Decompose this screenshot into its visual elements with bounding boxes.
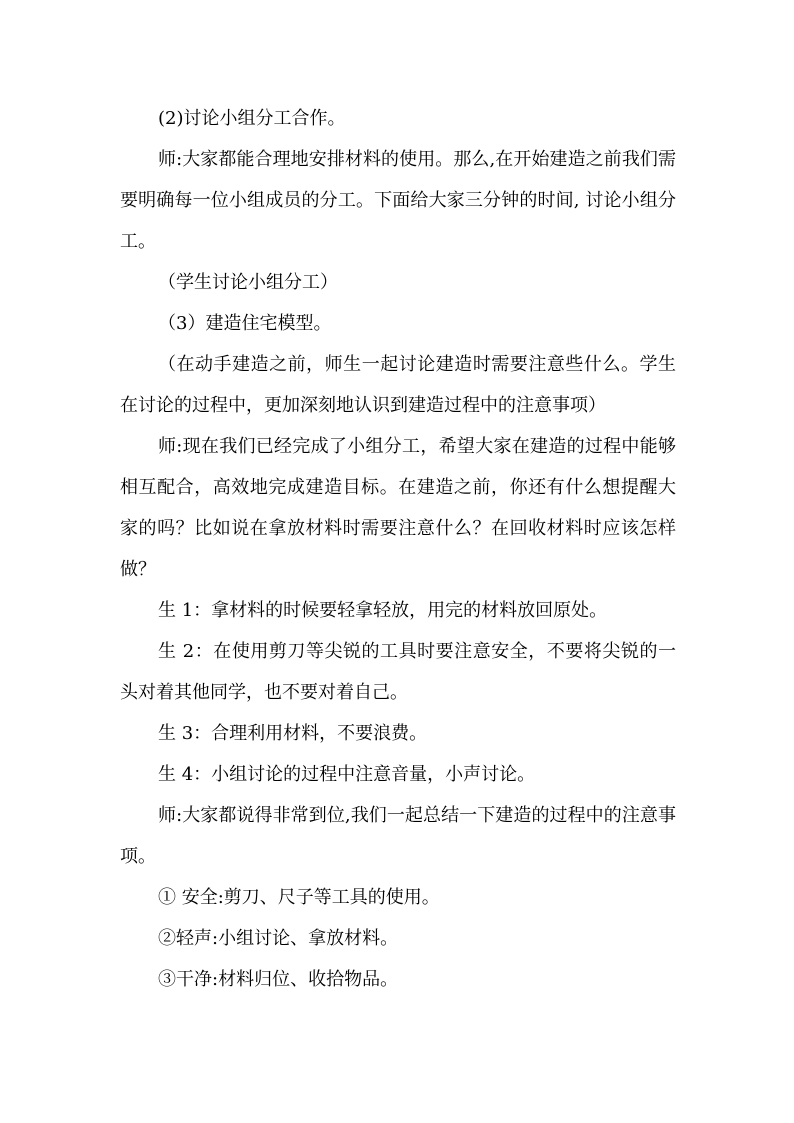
paragraph-student-3: 生 3：合理利用材料，不要浪费。 xyxy=(158,723,428,744)
paragraph-student-discussion: （学生讨论小组分工） xyxy=(158,272,338,293)
paragraph-teacher-reminder: 师:现在我们已经完成了小组分工，希望大家在建造的过程中能够相互配合，高效地完成建造目标。在建造之前，你还有什么想提醒大家的吗？比如说在拿放材料时需要注意什么？在回收材料时应该怎样做？ xyxy=(120,436,676,580)
paragraph-build-notes: （在动手建造之前，师生一起讨论建造时需要注意些什么。学生在讨论的过程中，更加深刻地认识到建造过程中的注意事项） xyxy=(120,354,676,416)
paragraph-build-model-heading: （3）建造住宅模型。 xyxy=(158,313,332,334)
paragraph-student-4: 生 4：小组讨论的过程中注意音量，小声讨论。 xyxy=(158,764,536,785)
paragraph-group-discussion-heading: (2)讨论小组分工合作。 xyxy=(158,108,346,129)
paragraph-teacher-division: 师:大家都能合理地安排材料的使用。那么,在开始建造之前我们需要明确每一位小组成员的分工。下面给大家三分钟的时间, 讨论小组分工。 xyxy=(120,149,676,252)
paragraph-student-1: 生 1：拿材料的时候要轻拿轻放，用完的材料放回原处。 xyxy=(158,600,608,621)
document-body xyxy=(120,98,676,1000)
paragraph-note-clean: ③干净:材料归位、收拾物品。 xyxy=(158,969,399,990)
paragraph-note-safety: ① 安全:剪刀、尺子等工具的使用。 xyxy=(158,887,440,908)
paragraph-student-2: 生 2：在使用剪刀等尖锐的工具时要注意安全，不要将尖锐的一头对着其他同学，也不要对着自己。 xyxy=(120,641,676,703)
paragraph-note-quiet: ②轻声:小组讨论、拿放材料。 xyxy=(158,928,399,949)
paragraph-teacher-summary: 师:大家都说得非常到位,我们一起总结一下建造的过程中的注意事项。 xyxy=(120,805,676,867)
